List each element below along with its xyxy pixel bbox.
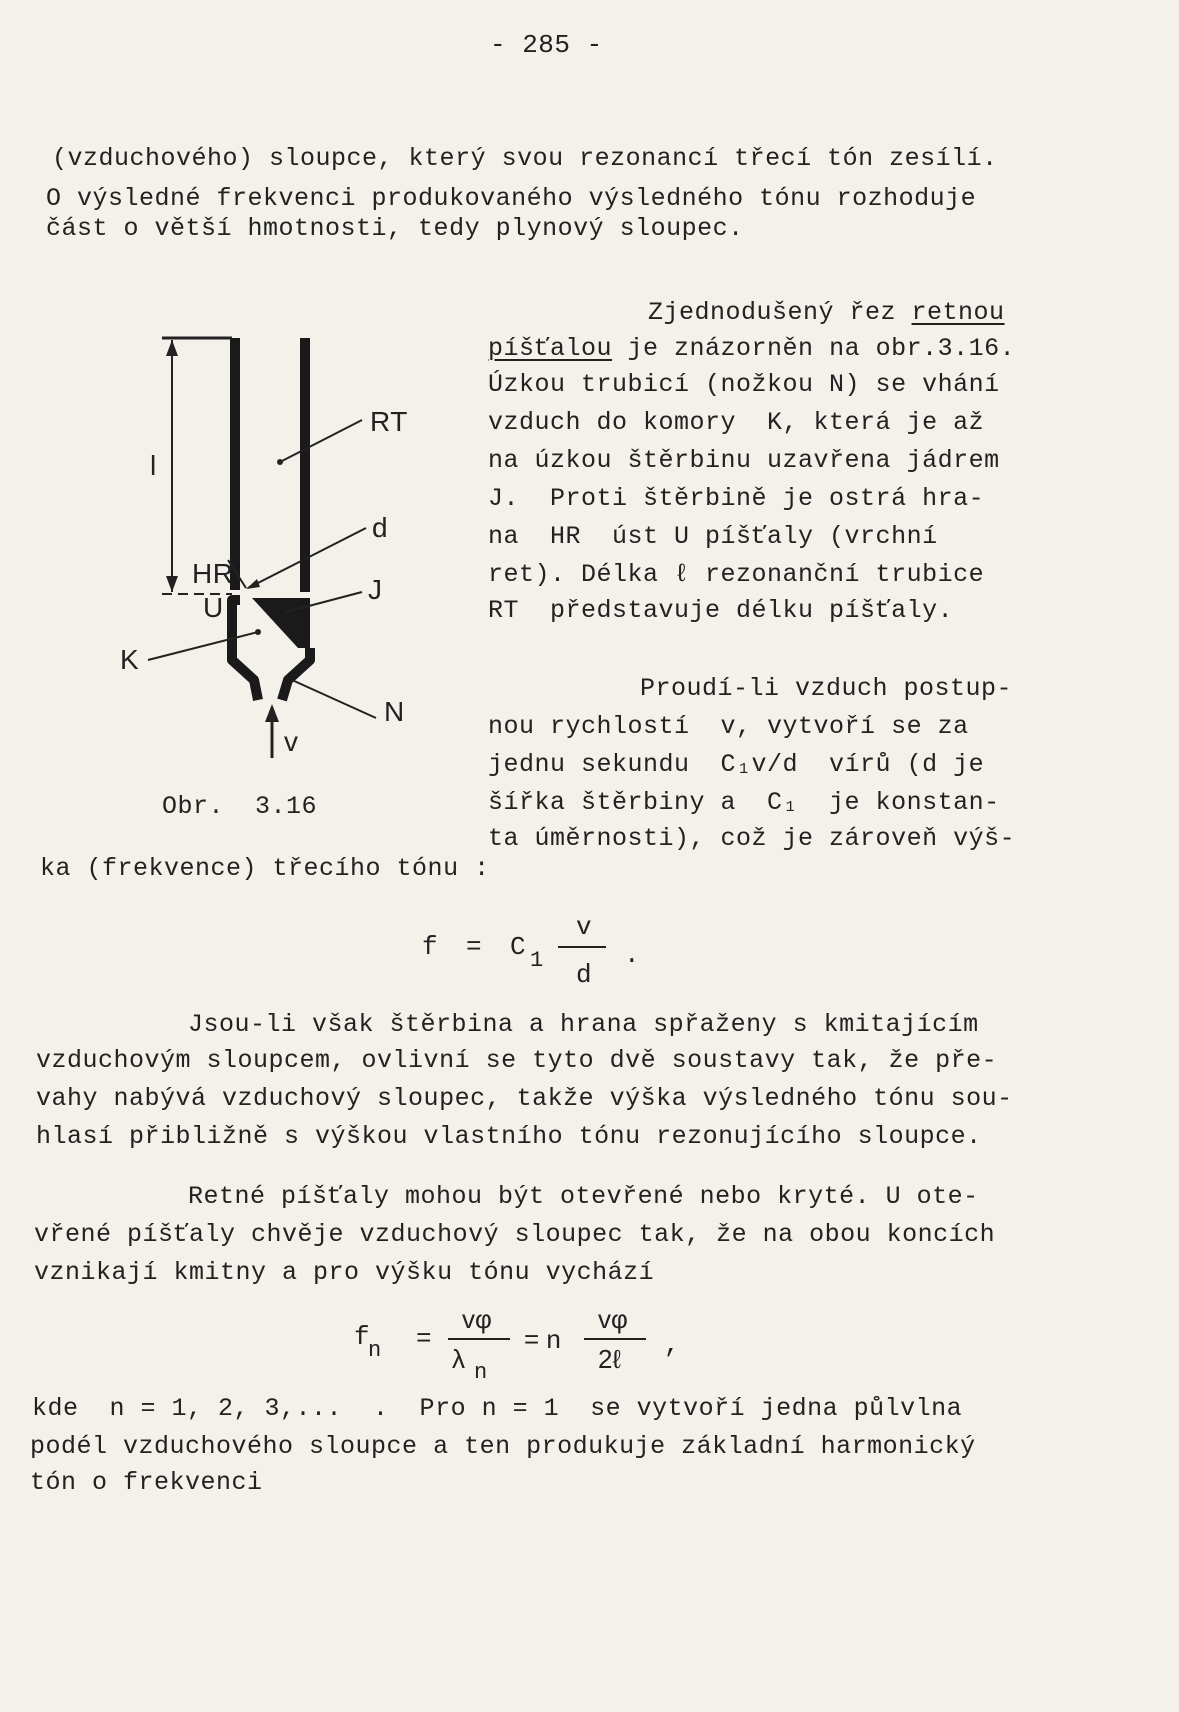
intro-line-1: (vzduchového) sloupce, který svou rezonancí třecí tón zesílí.: [52, 144, 998, 173]
formula2-num1: vφ: [462, 1304, 492, 1334]
right-col-para2-line-4: šířka štěrbiny a C₁ je konstan-: [488, 788, 1000, 817]
figure-caption: Obr. 3.16: [162, 792, 318, 821]
formula2-end: ,: [664, 1330, 680, 1360]
leader-n: [292, 680, 376, 718]
right-col-line-1-text: Zjednodušený řez: [648, 298, 912, 327]
pipe-left-wall: [230, 338, 240, 590]
right-col-line-7: na HR úst U píšťaly (vrchní: [488, 522, 938, 551]
para4-line-3: vznikají kmitny a pro výšku tónu vychází: [34, 1258, 655, 1287]
intro-line-2: O výsledné frekvenci produkovaného výsledného tónu rozhoduje: [46, 184, 977, 213]
leader-k-dot: [255, 629, 261, 635]
formula2-den2: 2ℓ: [598, 1344, 621, 1374]
term-pistalou: píšťalou: [488, 334, 613, 363]
formula1-eq: =: [466, 932, 482, 962]
label-l: l: [150, 450, 157, 481]
para5-line-2: podél vzduchového sloupce a ten produkuje základní harmonický: [30, 1432, 976, 1461]
airflow-arrow-head: [265, 704, 279, 722]
formula2-lhs-sub: n: [368, 1338, 382, 1363]
para3-line-4: hlasí přibližně s výškou vlastního tónu rezonujícího sloupce.: [36, 1122, 982, 1151]
pipe-right-wall: [300, 338, 310, 592]
right-col-line-9: RT představuje délku píšťaly.: [488, 596, 954, 625]
formula2-num2: vφ: [598, 1304, 628, 1334]
page-number: - 285 -: [490, 30, 603, 60]
right-col-para2-line-5: ta úměrnosti), což je zároveň výš-: [488, 824, 1016, 853]
formula1-num: v: [576, 912, 592, 942]
formula2-eq1: =: [416, 1324, 432, 1354]
right-col-line-2-text: je znázorněn na obr.3.16.: [612, 334, 1016, 363]
para4-line-1: Retné píšťaly mohou být otevřené nebo kryté. U ote-: [188, 1182, 979, 1211]
label-v: v: [284, 726, 299, 757]
para5-line-3: tón o frekvenci: [30, 1468, 263, 1497]
formula1-fraction-bar: [558, 946, 606, 948]
right-col-line-3: Úzkou trubicí (nožkou N) se vhání: [488, 370, 1000, 399]
length-arrow-bottom: [166, 576, 178, 592]
para3-line-3: vahy nabývá vzduchový sloupec, takže výška výsledného tónu sou-: [36, 1084, 1013, 1113]
para4-line-2: vřené píšťaly chvěje vzduchový sloupec tak, že na obou koncích: [34, 1220, 996, 1249]
formula2-lhs: f: [354, 1322, 370, 1352]
right-col-line-4: vzduch do komory K, která je až: [488, 408, 985, 437]
formula2-eq2: = n: [524, 1324, 561, 1354]
right-col-line-1: [648, 300, 1005, 325]
label-d: d: [372, 512, 389, 543]
leader-rt-dot: [277, 459, 283, 465]
formula1-end: .: [624, 940, 640, 970]
leader-rt: [280, 420, 362, 462]
formula2-den1-sub: n: [474, 1360, 488, 1385]
label-n: N: [384, 696, 405, 727]
formula1-coef: C: [510, 932, 526, 962]
label-k: K: [120, 644, 140, 675]
leader-d-arrow: [246, 579, 260, 589]
label-u: U: [203, 592, 224, 623]
length-arrow-top: [166, 340, 178, 356]
para3-line-1: Jsou-li však štěrbina a hrana spřaženy s kmitajícím: [188, 1010, 979, 1039]
label-hr: HR: [192, 558, 234, 589]
right-col-line-2: [488, 336, 1015, 361]
chamber-left-wall: [232, 600, 258, 700]
core-j: [252, 598, 310, 648]
label-j: J: [368, 574, 383, 605]
line-after-figure: ka (frekvence) třecího tónu :: [40, 854, 490, 883]
formula1-sub: 1: [530, 948, 544, 973]
chamber-right-wall: [282, 648, 310, 700]
right-col-line-6: J. Proti štěrbině je ostrá hra-: [488, 484, 985, 513]
formula1-den: d: [576, 960, 592, 990]
organ-pipe-diagram: [0, 0, 480, 860]
formula2-den1: λ: [452, 1344, 465, 1374]
term-retnou: retnou: [911, 298, 1005, 327]
formula2-fraction-bar-1: [448, 1338, 510, 1340]
intro-line-3: část o větší hmotnosti, tedy plynový sloupec.: [46, 214, 744, 243]
right-col-para2-line-1: Proudí-li vzduch postup-: [640, 674, 1013, 703]
formula2-fraction-bar-2: [584, 1338, 646, 1340]
right-col-para2-line-3: jednu sekundu C₁v/d vírů (d je: [488, 750, 985, 779]
right-col-line-8: ret). Délka ℓ rezonanční trubice: [488, 560, 985, 589]
para5-line-1: kde n = 1, 2, 3,... . Pro n = 1 se vytvoří jedna půlvlna: [32, 1394, 963, 1423]
para3-line-2: vzduchovým sloupcem, ovlivní se tyto dvě soustavy tak, že pře-: [36, 1046, 998, 1075]
right-col-para2-line-2: nou rychlostí v, vytvoří se za: [488, 712, 969, 741]
label-rt: RT: [370, 406, 408, 437]
formula1-lhs: f: [422, 932, 438, 962]
right-col-line-5: na úzkou štěrbinu uzavřena jádrem: [488, 446, 1000, 475]
leader-k: [148, 632, 258, 660]
